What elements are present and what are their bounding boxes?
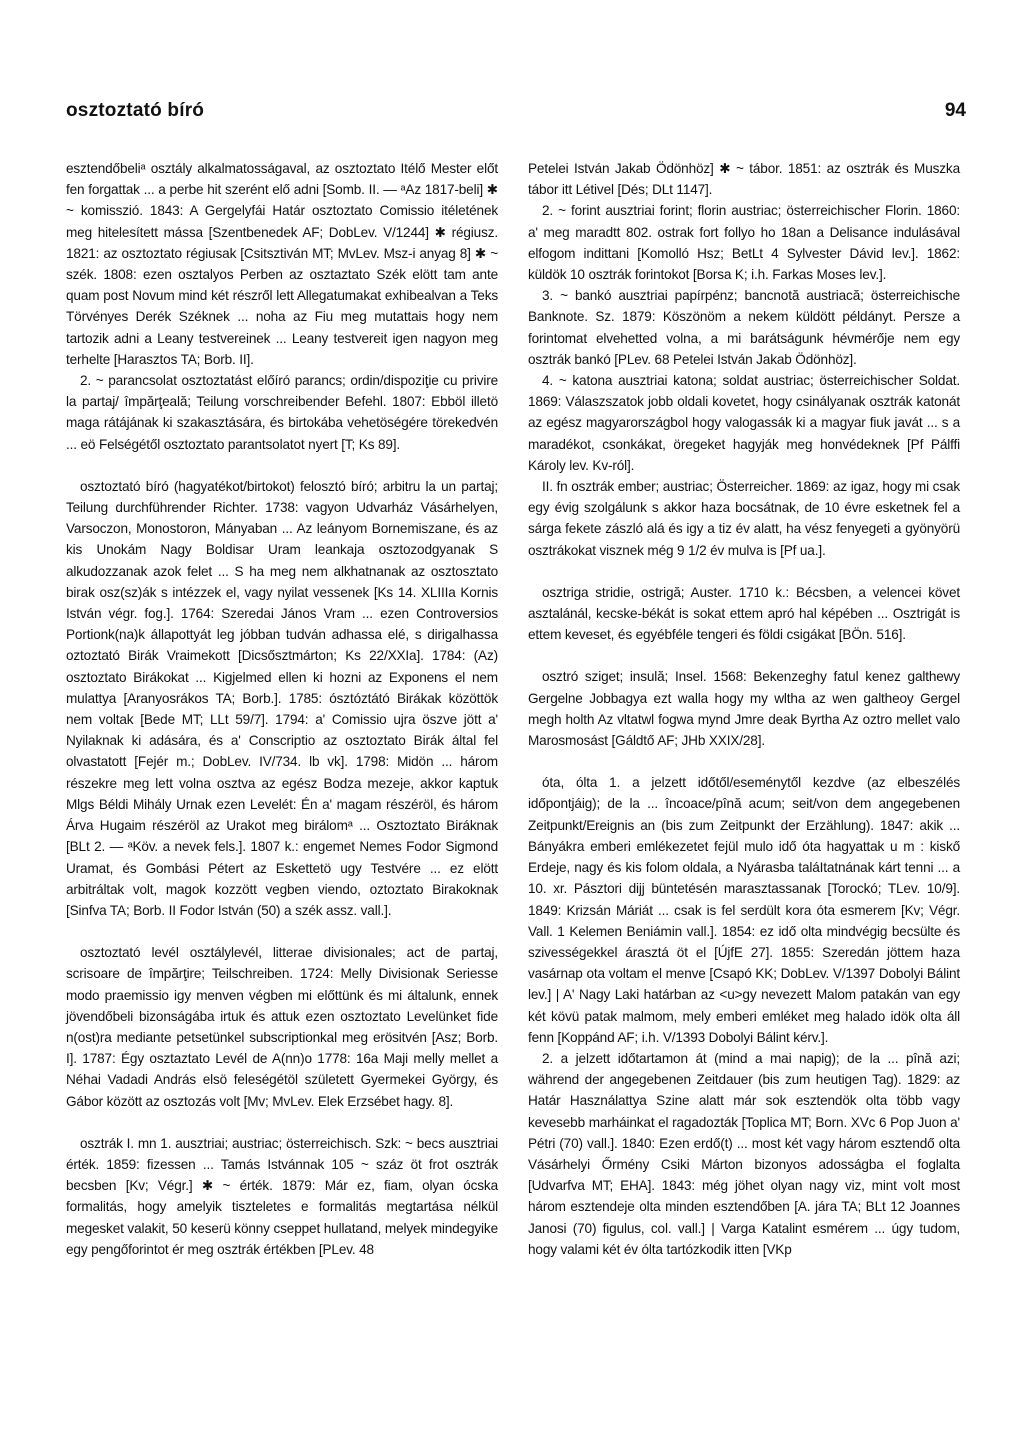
running-header	[66, 100, 966, 130]
dictionary-paragraph: 2. a jelzett időtartamon át (mind a mai napig); de la ... pînă azi; während der angegebenen Zeitdauer (bis zum heutigen Tag). 1829: az Határ Használattya Szine alatt már sok esztendök olta több vagy kevesebb marháinkat el ragadozták [Toplica MT; Born. XVc 6 Pop Juon a' Pétri (70) vall.]. 1840: Ezen erdő(t) ... most két vagy három esztendő olta Vásárhelyi Őrmény Csiki Márton bizonyos adosságba el foglalta [Udvarfva MT; EHA]. 1843: még jöhet olyan nagy viz, mint volt most három esztendeje olta minden esztendőben [A. jára TA; BLt 12 Joannes Janosi (70) figulus, col. vall.] | Varga Katalint esmérem ... úgy tudom, hogy valami két év ólta tartózkodik itten [VKp	[528, 1050, 960, 1257]
paragraph-gap	[528, 561, 960, 582]
paragraph-gap	[528, 645, 960, 666]
dictionary-paragraph: osztriga stridie, ostrigă; Auster. 1710 k.: Bécsben, a velencei követ asztalánál, kecske-békát is sokat ettem apró hal képében ... Osztrigát is ettem keveset, és egyébféle tengeri és földi csigákat [BÖn. 516].	[528, 584, 960, 643]
dictionary-paragraph: óta, ólta 1. a jelzett időtől/eseménytől kezdve (az elbeszélés időpontjáig); de la ... încoace/pînă acum; seit/von dem angegebenen Zeitpunkt/Ereignis an (bis zum Zeitpunkt der Erzählung). 1847: akik ... Bányákra emberi emlékezetet fejül mulo idő óta hagyattak u m : kiskő Erdeje, nagy és kis folom oldala, a Nyárasba taláItatnának kárt tenni ... a 10. xr. Pásztori dijj büntetésén marasztassanak [Torockó; TLev. 10/9]. 1849: Krizsán Máriát ... csak is fel serdült kora óta esmerem [Kv; Végr. Vall. 1 Kelemen Beniámin vall.]. 1854: ez idő olta mindvégig becsülte és szivességekkel árasztá öt el [ÚjfE 27]. 1855: Szeredán jöttem haza vasárnap ota voltam el menve [Csapó KK; DobLev. V/1397 Dobolyi Bálint lev.] | A' Nagy Laki határban az <u>gy nevezett Malom patakán van egy két kövü patak malmom, mely emberi emléket meg halado idök olta áll fenn [Koppánd AF; i.h. V/1393 Dobolyi Bálint kérv.].	[528, 775, 960, 1045]
paragraph-gap	[66, 455, 498, 476]
dictionary-paragraph: osztoztató bíró (hagyatékot/birtokot) felosztó bíró; arbitru la un partaj; Teilung durchführender Richter. 1738: vagyon Udvarház Vásárhelyen, Varsoczon, Monostoron, Mányaban ... Az leányom Bornemiszane, és az kis Unokám Nagy Boldisar Uram leankaja osztozodgyanak S alkudozzanak azok felet ... S ha meg nem alkhatnanak az osztosztato birak osz(sz)ák s intézzek el, vagy nyilat vessenek [Ks 14. XLIIIa Kornis István végr. fog.]. 1764: Szeredai János Vram ... ezen Controversios Portionk(na)k állapottyát leg jóbban tudván adhassa elé, s dirigalhassa oztoztató Birák Vraimekott [Dicsősztmárton; Ks 22/XXIa]. 1784: (Az) osztoztato Birákokat ... Kigjelmed ellen ki hozni az Exponens el nem mulattya [Aranyosrákos TA; Borb.]. 1785: ósztóztátó Birákak közöttök nem voltak [Bede MT; LLt 59/7]. 1794: a' Comissio ujra öszve jött a' Nyilaknak ki adására, és a' Conscriptio az osztoztato Birák által fel olvastatott [Fejér m.; DobLev. IV/734. lb vk]. 1798: Midön ... három részekre meg lett volna osztva az egész Bodza mezeje, akkor kaptuk Mlgs Béldi Mihály Urnak ezen Levelét: Én a' magam részéröl, és három Árva Hugaim részéröl az Urakot meg birálomᵃ ... Osztoztato Biráknak [BLt 2. — ᵃKöv. a nevek fels.]. 1807 k.: engemet Nemes Fodor Sigmond Uramat, és Gombási Pétert az Eskettetö ugy Testvére ... ez elött arbitráltak volt, magok kozzött vegben viendo, oztoztato Birakoknak [Sinfva TA; Borb. II Fodor István (50) a szék assz. vall.].	[66, 478, 498, 918]
header-headword: osztoztató bíró	[66, 100, 205, 121]
dictionary-paragraph: osztoztató levél osztálylevél, litterae divisionales; act de partaj, scrisoare de împărţire; Teilschreiben. 1724: Melly Divisionak Seriesse modo praemissio igy menven végben mi előttünk és mi általunk, ennek jövendőbeli bizonságába irtuk és attuk ezen osztoztato Levelünket fide n(ost)ra mediante petsetünkel subscriptionkal meg erösitvén [Asz; Borb. I]. 1787: Égy osztaztato Levél de A(nn)o 1778: 16a Maji melly mellet a Néhai Vadadi András elsö feleségétöl született Gyermekei György, és Gábor között az osztozás volt [Mv; MvLev. Elek Erzsébet hagy. 8].	[66, 945, 498, 1109]
page-number: 94	[944, 100, 966, 121]
paragraph-gap	[66, 1112, 498, 1133]
dictionary-paragraph: 3. ~ bankó ausztriai papírpénz; bancnotă austriacă; österreichische Banknote. Sz. 1879: Köszönöm a nekem küldött példányt. Persze a forintomat elvehetted volna, a mi barátságunk hévmérője nem egy osztrák bankó [PLev. 68 Petelei István Jakab Ödönhöz].	[528, 288, 960, 367]
dictionary-paragraph: Petelei István Jakab Ödönhöz] ✱ ~ tábor. 1851: az osztrák és Muszka tábor itt Létivel [Dés; DLt 1147].	[528, 161, 960, 198]
dictionary-paragraph: II. fn osztrák ember; austriac; Österreicher. 1869: az igaz, hogy mi csak egy évig szolgálunk s akkor haza bocsátnak, de 10 évre esketnek fel a sárga fekete zászló alá és igy a tiz év alatt, ha vész fenyegeti a gyönyörü osztrákokat visznek még 9 1/2 év mulva is [Pf ua.].	[528, 479, 960, 558]
right-column	[528, 158, 960, 1260]
paragraph-gap	[528, 751, 960, 772]
dictionary-paragraph: 4. ~ katona ausztriai katona; soldat austriac; österreichischer Soldat. 1869: Válaszszatok jobb oldali kovetet, hogy csinályanak osztrák katonát az egész magyarországbol hogy valogassák ki a magyar fiuk javát ... s a maradékot, csonkákat, öregeket hagyják meg honvédeknek [Pf Pálffi Károly lev. Kv-ról].	[528, 373, 960, 473]
paragraph-gap	[66, 921, 498, 942]
dictionary-paragraph: 2. ~ forint ausztriai forint; florin austriac; österreichischer Florin. 1860: a' meg maradtt 802. ostrak fort follyo ho 18an a Delisance indulásával elfogom indittani [Komolló Hsz; BetLt 4 Sylvester Dávid lev.]. 1862: küldök 10 osztrák forintokot [Borsa K; i.h. Farkas Moses lev.].	[528, 203, 960, 283]
dictionary-paragraph: 2. ~ parancsolat osztoztatást előíró parancs; ordin/dispoziţie cu privire la partaj/ împărţeală; Teilung vorschreibender Befehl. 1807: Ebböl illetö maga rátájának ki szakasztására, és birtokába vehetöségére törekedvén ... eö Felségétől osztoztato parantsolatot nyert [T; Ks 89].	[66, 373, 498, 452]
left-column	[66, 158, 498, 1260]
dictionary-paragraph: esztendőbeliᵃ osztály alkalmatosságaval, az osztoztato Itélő Mester előt fen forgattak ... a perbe hit szerént elő adni [Somb. II. — ᵃAz 1817-beli] ✱ ~ komisszió. 1843: A Gergelyfái Határ osztoztato Comissio itéletének meg hitelesített mássa [Szentbenedek AF; DobLev. V/1244] ✱ régiusz. 1821: az osztoztato régiusak [Csitsztiván MT; MvLev. Msz-i anyag 8] ✱ ~ szék. 1808: ezen osztalyos Perben az osztaztato Szék elött tam ante quam post Novum mind két részről lett Allegatumakat exhibealvan a Teks Törvényes Derék Széknek ... noha az Fiu meg mutattais hogy nem tartozik adni a Leany testvereinek ... Leany testvereit igen nagyon meg terhelte [Harasztos TA; Borb. II].	[66, 161, 498, 367]
dictionary-paragraph: osztrák I. mn 1. ausztriai; austriac; österreichisch. Szk: ~ becs ausztriai érték. 1859: fizessen ... Tamás Istvánnak 105 ~ száz öt frot osztrák becsben [Kv; Végr.] ✱ ~ érték. 1879: Már ez, fiam, olyan ócska formalitás, hogy amelyik tiszteletes e formalitás megtartása nélkül megesket valakit, 50 keserü könny cseppet hullatand, melyek mindegyike egy pengőforintot ér meg osztrák értékben [PLev. 48	[66, 1135, 498, 1257]
dictionary-paragraph: osztró sziget; insulă; Insel. 1568: Bekenzeghy fatul kenez galthewy Gergelne Jobbagya ezt walla hogy my wltha az wen galtheoy Gergel megh holth Az vltatwl fogwa mynd Jmre deak Byrtha Az oztro mellet valo Marosmosást [Gáldtő AF; JHb XXIX/28].	[528, 669, 960, 749]
